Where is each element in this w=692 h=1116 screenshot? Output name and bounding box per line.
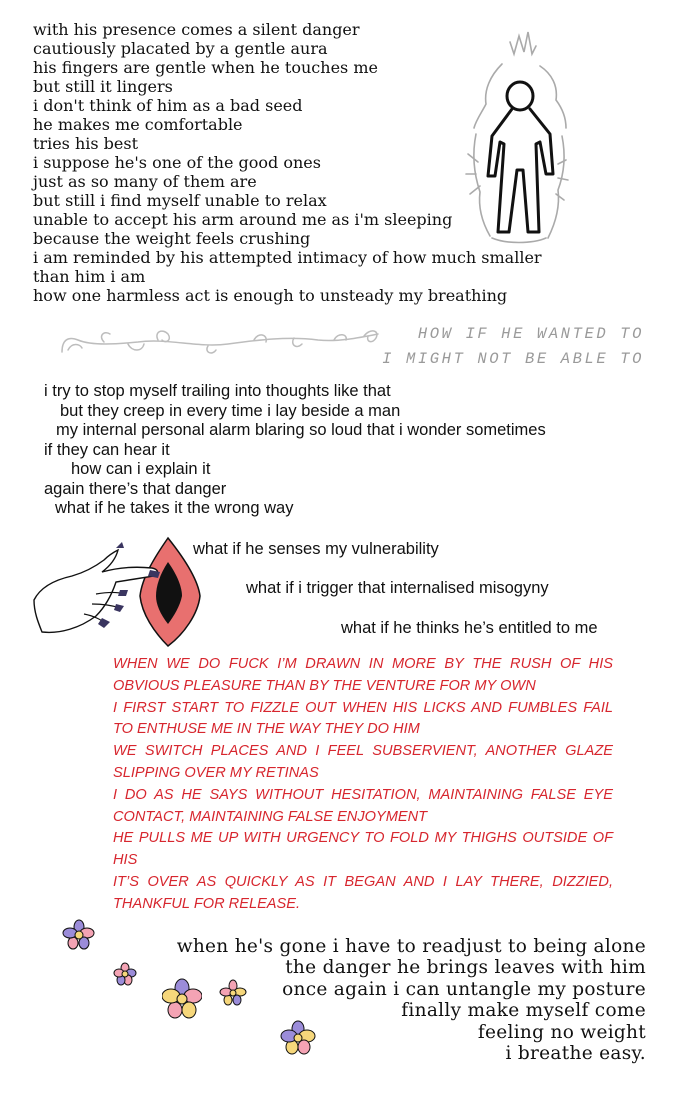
what-if-line: what if i trigger that internalised misogyny [246,579,549,597]
poem-line: cautiously placated by a gentle aura [33,39,328,58]
poem-line: WHEN WE DO FUCK I’M DRAWN IN MORE BY THE RUSH OF HIS OBVIOUS PLEASURE THAN BY THE VENTURE FOR MY OWN [113,656,613,694]
poem-line: finally make myself come [401,1000,646,1022]
poem-line: i am reminded by his attempted intimacy of how much smaller [33,248,542,267]
interlude [382,322,644,372]
poem-line: i don't think of him as a bad seed [33,96,303,115]
poem-line: i suppose he's one of the good ones [33,153,321,172]
poem-line: when he's gone i have to readjust to being alone [176,936,646,957]
stanza-3 [113,654,613,916]
poem-line: my internal personal alarm blaring so loud that i wonder sometimes [56,421,546,439]
poem-line: how can i explain it [71,460,211,478]
poem-line: how one harmless act is enough to unsteady my breathing [33,286,508,305]
what-if-line: what if he senses my vulnerability [193,540,439,558]
poem-line: I DO AS HE SAYS WITHOUT HESITATION, MAINTAINING FALSE EYE CONTACT, MAINTAINING FALSE ENJOYMENT [113,786,613,825]
interlude-line: HOW IF HE WANTED TO [417,325,644,343]
poem-line: if they can hear it [44,440,170,459]
glowing-figure-illustration [462,24,572,244]
poem-line: he makes me comfortable [33,115,243,134]
poem-line: IT’S OVER AS QUICKLY AS IT BEGAN AND I LAY THERE, DIZZIED, THANKFUL FOR RELEASE. [113,873,613,912]
poem-line: with his presence comes a silent danger [33,20,360,39]
poem-line: HE PULLS ME UP WITH URGENCY TO FOLD MY THIGHS OUTSIDE OF HIS [113,830,613,869]
poem-line: but they creep in every time i lay beside a man [60,401,401,420]
poem-line: than him i am [33,267,146,286]
poem-line: WE SWITCH PLACES AND I FEEL SUBSERVIENT, ANOTHER GLAZE SLIPPING OVER MY RETINAS [113,743,613,781]
interlude-line: I MIGHT NOT BE ABLE TO [382,350,644,368]
flower-icon [112,961,138,987]
poem-line: unable to accept his arm around me as i'm sleeping [33,210,453,229]
poem-line: the danger he brings leaves with him [285,957,646,979]
flower-icon [62,919,96,951]
poem-line: i breathe easy. [505,1043,646,1065]
vine-divider [58,322,388,362]
poem-line: just as so many of them are [33,172,257,191]
hand-lips-illustration [32,536,202,648]
poem-line: but still it lingers [33,77,173,96]
poem-line: because the weight feels crushing [33,229,311,248]
poem-line: tries his best [33,134,139,153]
poem-line: but still i find myself unable to relax [33,191,327,210]
poem-line: i try to stop myself trailing into thoughts like that [44,382,391,400]
what-if-line: what if he thinks he’s entitled to me [341,619,598,637]
poem-line: what if he takes it the wrong way [55,499,294,517]
poem-line: I FIRST START TO FIZZLE OUT WHEN HIS LICKS AND FUMBLES FAIL TO ENTHUSE ME IN THE WAY THEY DO HIM [113,699,613,738]
stanza-2 [44,382,546,519]
stanza-4 [177,936,646,1064]
poem-line: his fingers are gentle when he touches me [33,58,378,77]
poem-line: again there’s that danger [44,479,227,498]
poem-line: once again i can untangle my posture [282,978,646,1000]
poem-line: feeling no weight [477,1021,646,1043]
